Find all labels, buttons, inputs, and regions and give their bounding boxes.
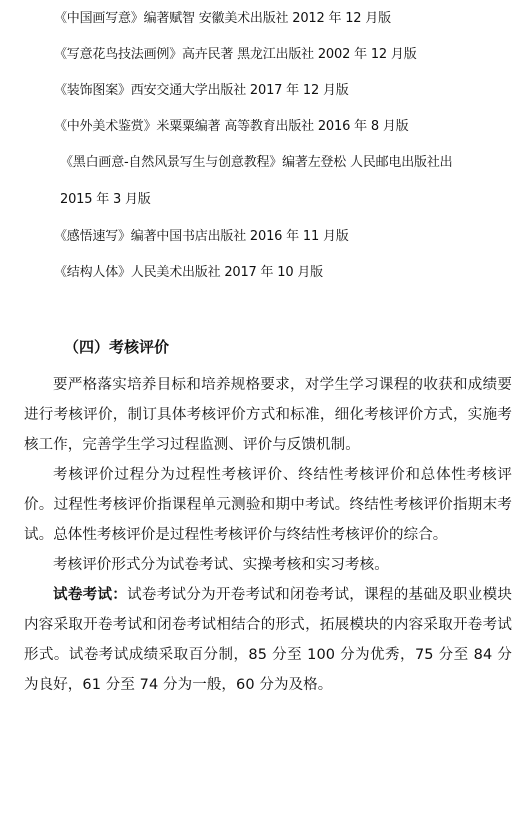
reference-item: 《中外美术鉴赏》米粟粟编著 高等教育出版社 2016 年 8 月版 <box>54 119 409 134</box>
reference-item: 《装饰图案》西安交通大学出版社 2017 年 12 月版 <box>54 83 349 98</box>
reference-item: 《感悟速写》编著中国书店出版社 2016 年 11 月版 <box>54 229 349 244</box>
paragraph-lead-label: 试卷考试： <box>53 587 128 603</box>
paragraph: 考核评价过程分为过程性考核评价、终结性考核评价和总体性考核评价。过程性考核评价指课程单元测验和期中考试。终结性考核评价指期末考试。总体性考核评价是过程性考核评价与终结性考核评价的综合。 <box>24 467 512 543</box>
section-body <box>24 370 512 700</box>
reference-item: 《结构人体》人民美术出版社 2017 年 10 月版 <box>54 265 323 280</box>
paragraph-text: 试卷考试分为开卷考试和闭卷考试，课程的基础及职业模块内容采取开卷考试和闭卷考试相结合的形式，拓展模块的内容采取开卷考试形式。试卷考试成绩采取百分制，85 分至 100 分为优秀，75 分至 84 分为良好，61 分至 74 分为一般，60 分为及格。 <box>24 587 513 693</box>
section-heading: （四）考核评价 <box>64 338 170 356</box>
reference-item-continuation: 2015 年 3 月版 <box>60 192 151 207</box>
paragraph: 要严格落实培养目标和培养规格要求，对学生学习课程的收获和成绩要进行考核评价，制订具体考核评价方式和标准，细化考核评价方式，实施考核工作，完善学生学习过程监测、评价与反馈机制。 <box>24 377 512 453</box>
paragraph: 考核评价形式分为试卷考试、实操考核和实习考核。 <box>53 557 389 573</box>
paragraph <box>24 580 512 700</box>
reference-item: 《写意花鸟技法画例》高卉民著 黑龙江出版社 2002 年 12 月版 <box>54 47 417 62</box>
reference-item: 《黑白画意-自然风景写生与创意教程》编著左登松 人民邮电出版社出 <box>60 155 453 170</box>
reference-item: 《中国画写意》编著赋智 安徽美术出版社 2012 年 12 月版 <box>54 11 391 26</box>
